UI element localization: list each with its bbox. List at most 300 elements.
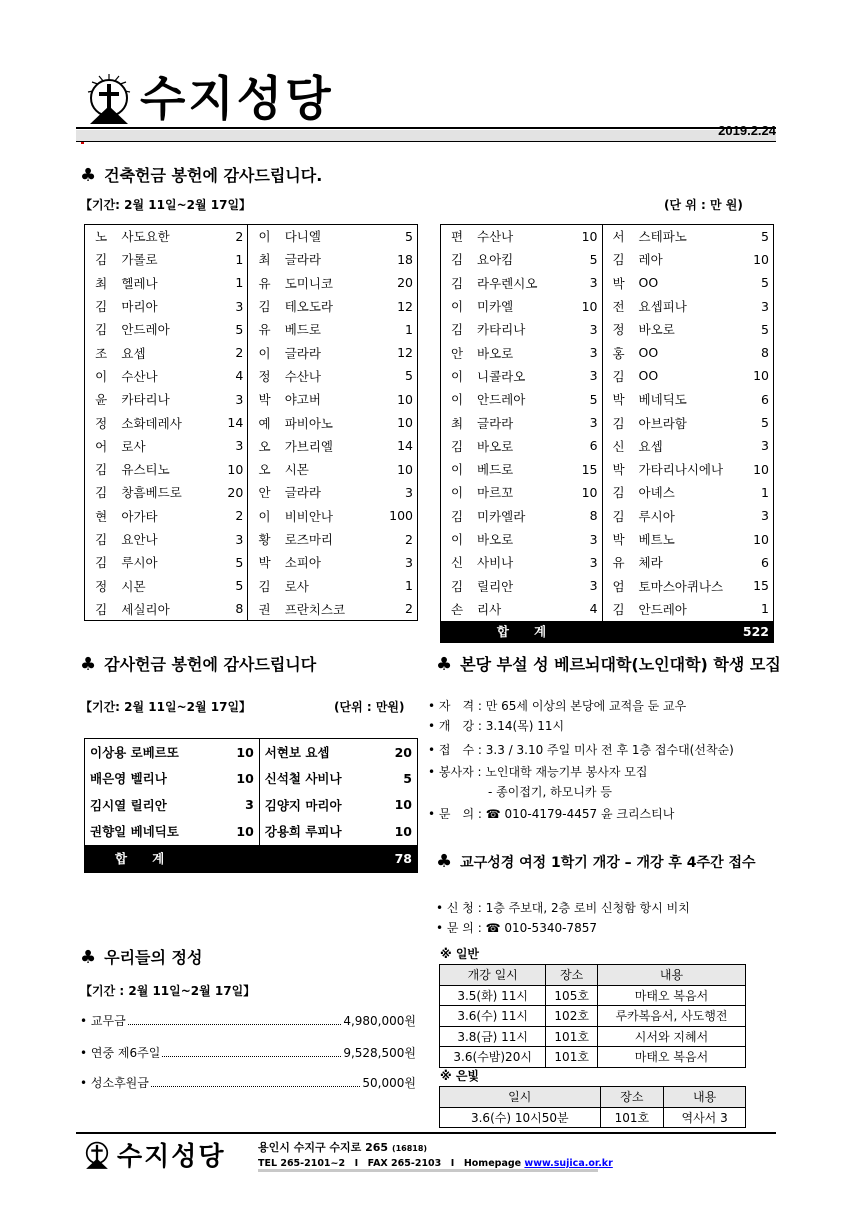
donor-amount: 8 [216,597,248,620]
donor-surname: 김 [450,252,464,268]
footer-address: 용인시 수지구 수지로 265 (16818) [258,1141,428,1154]
table-row [440,1026,746,1047]
table-row [440,1107,746,1128]
donor-amount: 10 [753,461,769,477]
table-cell: 루카복음서, 사도행전 [597,1006,745,1027]
donor-amount: 3 [571,574,602,597]
donor-name: 헬레나 [121,275,158,291]
donor-amount: 5 [216,574,248,597]
donor-surname: 이 [450,532,464,547]
table-row [441,411,774,434]
donor-surname: 홍 [612,345,625,361]
club-icon: ♣ [80,654,97,675]
college-line: • 접 수 : 3.3 / 3.10 주일 미사 전 후 1층 접수대(선착순) [428,743,734,757]
donor-amount: 1 [216,248,248,271]
donor-surname: 김 [450,578,464,594]
donor-amount: 4 [216,364,248,387]
donor-amount: 18 [397,251,413,267]
donor-name: 체라 [638,555,663,571]
college-line: - 종이접기, 하모니카 등 [428,785,612,799]
table-cell: 3.6(수밤)20시 [440,1047,546,1068]
donor-surname: 김 [258,299,271,315]
donor-name: 마리아 [121,299,158,315]
footer-title: 수지성당 [117,1142,226,1172]
red-mark [81,142,84,144]
donor-name: 리사 [477,601,502,617]
donor-name: 요셉피나 [638,299,687,315]
donor-amount: 3 [405,554,413,570]
donor-amount: 3 [216,434,248,457]
header-rule [76,127,776,129]
donor-amount: 1 [216,271,248,294]
table-row [85,551,418,574]
donor-name: 아가타 [121,508,158,524]
bible-line: • 신 청 : 1층 주보대, 2층 로비 신청함 항시 비치 [436,901,690,915]
college-line: • 자 격 : 만 65세 이상의 본당에 교적을 둔 교우 [428,699,687,713]
table-row [441,271,774,294]
donor-surname: 안 [450,345,464,361]
donor-surname: 이 [258,345,271,361]
donor-name: 다니엘 [284,229,321,245]
donor-name: 글라라 [284,252,321,268]
donor-amount: 5 [403,770,412,786]
donor-name: 레아 [638,252,663,268]
donor-name: 세실리아 [121,601,170,617]
donor-name: 안드레아 [121,322,170,338]
donor-name: 베네딕도 [638,392,687,408]
donor-surname: 황 [258,532,271,547]
table-row [85,248,418,271]
donor-name: 유스티노 [121,462,170,478]
donor-amount: 10 [397,391,413,407]
donor-amount: 5 [571,388,602,411]
donor-amount: 10 [394,797,412,813]
donor-surname: 오 [258,438,271,454]
donor-surname: 예 [258,415,271,431]
donor-surname: 박 [258,392,271,408]
table-cell: 3.6(수) 11시 [440,1006,546,1027]
donor-amount: 20 [394,744,412,760]
donor-name: OO [638,368,659,384]
donor-surname: 노 [95,229,108,245]
donor-name: 프란치스코 [284,601,346,617]
donor-amount: 10 [753,251,769,267]
donor-surname: 김 [95,532,108,547]
donor-amount: 3 [405,484,413,500]
donor-name: OO [638,345,659,361]
table-row [85,792,418,819]
donor-amount: 3 [571,341,602,364]
table-row [85,411,418,434]
table-row [85,225,418,248]
donor-surname: 김 [612,252,625,268]
donor-surname: 전 [612,299,625,315]
donor-amount: 5 [405,368,413,384]
donor-name: 신석철 사비나 [264,771,342,787]
donor-amount: 15 [571,457,602,480]
total-row [441,621,774,643]
donor-amount: 10 [394,823,412,839]
total-row [85,845,418,873]
thanks-unit: (단위 : 만원) [334,700,405,714]
donor-amount: 1 [405,321,413,337]
donor-amount: 3 [216,527,248,550]
table-cell: 3.6(수) 10시50분 [440,1107,601,1128]
building-unit: (단 위 : 만 원) [664,198,743,212]
donor-amount: 2 [216,341,248,364]
table-row [440,1006,746,1027]
donor-amount: 10 [571,225,602,248]
table-row [441,225,774,248]
table-cell: 101호 [546,1026,598,1047]
donor-surname: 이 [450,368,464,384]
donor-surname: 이 [450,485,464,501]
donor-surname: 서 [612,229,625,245]
donor-amount: 2 [216,504,248,527]
college-line: • 봉사자 : 노인대학 재능기부 봉사자 모집 [428,765,648,779]
donor-surname: 김 [258,578,271,594]
donor-amount: 20 [397,275,413,291]
table-row [440,1047,746,1068]
donor-name: 글라라 [284,345,321,361]
thanks-table [84,738,418,873]
donor-surname: 최 [258,252,271,268]
donor-amount: 14 [216,411,248,434]
donor-amount: 10 [216,457,248,480]
table-row [441,457,774,480]
column-header: 일시 [440,1087,601,1108]
club-icon: ♣ [436,851,453,872]
donor-name: 글라라 [284,485,321,501]
donor-name: 바오로 [477,532,514,547]
silver-label: ※ 은빛 [440,1069,480,1083]
donor-name: 가롤로 [121,252,158,268]
donor-surname: 김 [95,322,108,338]
donor-surname: 김 [612,415,625,431]
table-row [441,597,774,620]
table-row [85,364,418,387]
donor-name: 김시열 릴리안 [90,797,167,813]
donor-name: 테오도라 [284,299,334,315]
table-row [441,318,774,341]
donor-name: 니콜라오 [477,368,526,384]
donor-amount: 3 [571,527,602,550]
donor-amount: 10 [221,739,259,766]
donor-name: 요셉 [121,345,146,361]
donor-name: 토마스아퀴나스 [638,578,724,594]
donor-surname: 어 [95,438,108,454]
donor-name: 미카엘라 [477,508,526,524]
page-title: 수지성당 [140,72,334,127]
table-row [441,294,774,317]
donor-name: 수산나 [121,368,158,384]
donor-surname: 박 [612,462,625,478]
donor-amount: 100 [389,508,413,524]
donor-surname: 이 [258,508,271,524]
donor-amount: 20 [216,481,248,504]
donor-amount: 1 [761,601,769,617]
donor-name: 서현보 요셉 [264,745,330,760]
table-cell: 102호 [546,1006,598,1027]
donor-name: 가타리나시에나 [638,462,724,478]
donor-surname: 김 [612,601,625,617]
donor-surname: 조 [95,345,108,361]
table-cell: 3.8(금) 11시 [440,1026,546,1047]
donor-surname: 이 [95,368,108,384]
general-label: ※ 일반 [440,947,480,961]
donor-surname: 이 [450,462,464,478]
donor-surname: 권 [258,601,271,617]
donor-surname: 윤 [95,392,108,408]
college-line: • 개 강 : 3.14(목) 11시 [428,719,565,733]
donor-amount: 12 [397,298,413,314]
donor-name: 김양지 마리아 [264,797,342,813]
building-period: 【기간: 2월 11일~2월 17일】 [80,198,252,212]
donor-amount: 3 [571,364,602,387]
donor-amount: 2 [405,531,413,547]
donor-name: 사비나 [477,555,514,571]
donor-amount: 3 [761,508,769,524]
total-value: 522 [602,621,773,643]
thanks-period: 【기간: 2월 11일~2월 17일】 [80,700,252,714]
table-cell: 105호 [546,985,598,1006]
table-row [441,341,774,364]
donor-amount: 5 [216,551,248,574]
donor-amount: 15 [753,578,769,594]
donor-surname: 신 [612,438,625,454]
total-label: 합 계 [85,845,260,873]
donor-surname: 김 [612,368,625,384]
bible-line: • 문 의 : ☎ 010-5340-7857 [436,921,597,935]
donor-amount: 4 [571,597,602,620]
table-row [85,504,418,527]
donor-amount: 3 [761,298,769,314]
donor-amount: 10 [221,818,259,845]
issue-date: 2019.2.24 [718,123,776,138]
donor-amount: 2 [405,601,413,617]
donor-name: 파비아노 [284,415,334,431]
donor-amount: 10 [571,481,602,504]
donor-surname: 김 [450,322,464,338]
church-logo [84,70,134,126]
donor-name: 릴리안 [477,578,514,594]
table-cell: 3.5(화) 11시 [440,985,546,1006]
donor-surname: 오 [258,462,271,478]
donor-name: 도미니코 [284,275,334,291]
donor-surname: 정 [95,415,108,431]
table-row [441,574,774,597]
donor-amount: 3 [571,411,602,434]
date-bar [76,130,776,142]
table-cell: 마태오 복음서 [597,1047,745,1068]
homepage-link[interactable]: www.sujica.or.kr [524,1158,613,1169]
donor-surname: 신 [450,555,464,571]
donor-name: 베드로 [284,322,321,338]
donor-surname: 엄 [612,578,625,594]
donor-amount: 6 [571,434,602,457]
donor-name: 카타리나 [121,392,170,408]
table-row [85,818,418,845]
donor-surname: 김 [450,438,464,454]
table-cell: 역사서 3 [664,1107,746,1128]
donor-amount: 6 [761,391,769,407]
table-row [85,597,418,620]
footer-bar [258,1169,598,1172]
donor-name: 시몬 [121,578,146,594]
offering-heading: ♣ 우리들의 정성 [80,947,203,968]
column-header: 개강 일시 [440,965,546,986]
building-heading: ♣ 건축헌금 봉헌에 감사드립니다. [80,165,323,186]
table-row [85,457,418,480]
donor-name: 배은영 벨리나 [90,771,167,787]
column-header: 내용 [664,1087,746,1108]
thanks-heading: ♣ 감사헌금 봉헌에 감사드립니다 [80,654,317,675]
donor-name: 요아킴 [477,252,514,268]
donor-name: 아브라함 [638,415,687,431]
table-cell: 시서와 지혜서 [597,1026,745,1047]
club-icon: ♣ [80,947,97,968]
donor-surname: 김 [450,508,464,524]
donor-amount: 10 [753,368,769,384]
donor-amount: 2 [216,225,248,248]
donor-name: 베드로 [477,462,514,478]
footer-rule [76,1132,776,1134]
donor-amount: 10 [397,415,413,431]
donor-name: 이상용 로베르또 [90,745,179,760]
donor-name: 로사 [121,438,146,454]
donor-surname: 손 [450,601,464,617]
table-row [85,481,418,504]
donor-surname: 김 [612,508,625,524]
donor-name: 권향일 베네딕토 [90,824,179,840]
donor-amount: 5 [761,415,769,431]
table-row [85,271,418,294]
table-row [85,318,418,341]
donor-surname: 김 [95,555,108,571]
table-row [441,481,774,504]
donor-name: 라우렌시오 [477,275,538,291]
donor-surname: 최 [450,415,464,431]
donor-name: 소화데레사 [121,415,182,431]
table-row [441,434,774,457]
donor-amount: 5 [571,248,602,271]
table-row [441,388,774,411]
donor-surname: 최 [95,275,108,291]
donor-amount: 8 [761,345,769,361]
table-row [85,434,418,457]
donor-name: 루시아 [121,555,158,571]
donor-surname: 정 [612,322,625,338]
donor-amount: 3 [761,438,769,454]
table-row [85,739,418,766]
donor-surname: 김 [95,252,108,268]
donor-amount: 5 [761,321,769,337]
donor-name: 베트노 [638,532,675,547]
table-row [441,248,774,271]
donor-amount: 6 [761,554,769,570]
donor-name: 시몬 [284,462,309,478]
table-cell: 마태오 복음서 [597,985,745,1006]
donor-surname: 이 [258,229,271,245]
donor-amount: 5 [405,228,413,244]
donor-name: 로즈마리 [284,532,334,547]
donor-amount: 3 [221,792,259,819]
donor-amount: 3 [571,551,602,574]
club-icon: ♣ [436,654,453,675]
donor-name: 스테파노 [638,229,687,245]
donor-surname: 유 [258,275,271,291]
donor-surname: 김 [450,275,464,291]
table-row [441,364,774,387]
donor-amount: 3 [571,271,602,294]
donor-surname: 박 [612,275,625,291]
column-header: 장소 [546,965,598,986]
table-row [85,765,418,792]
donor-name: 창흠베드로 [121,485,182,501]
offering-period: 【기간 : 2월 11일~2월 17일】 [80,984,256,998]
donor-surname: 정 [258,368,271,384]
donor-name: 카타리나 [477,322,526,338]
donor-surname: 김 [95,485,108,501]
donor-amount: 8 [571,504,602,527]
college-heading: ♣ 본당 부설 성 베르뇌대학(노인대학) 학생 모집 [436,654,781,675]
table-cell: 101호 [600,1107,664,1128]
donor-surname: 김 [95,462,108,478]
offering-item: • 교무금 4,980,000원 [80,1014,416,1028]
donor-name: 수산나 [477,229,514,245]
table-row [441,527,774,550]
donor-surname: 이 [450,299,464,315]
table-row [440,985,746,1006]
table-row [85,341,418,364]
building-table-right [440,224,774,643]
donor-name: 마르꼬 [477,485,514,501]
donor-amount: 3 [571,318,602,341]
table-row [85,388,418,411]
donor-name: 가브리엘 [284,438,334,454]
college-line: • 문 의 : ☎ 010-4179-4457 윤 크리스티나 [428,807,675,821]
donor-amount: 12 [397,345,413,361]
church-logo [82,1138,112,1170]
donor-surname: 이 [450,392,464,408]
donor-name: 안드레아 [638,601,687,617]
column-header: 내용 [597,965,745,986]
silver-schedule-table [439,1086,746,1128]
general-schedule-table [439,964,746,1068]
bible-heading: ♣ 교구성경 여정 1학기 개강 – 개강 후 4주간 접수 [436,851,756,872]
table-row [441,504,774,527]
donor-surname: 유 [612,555,625,571]
donor-surname: 정 [95,578,108,594]
donor-surname: 현 [95,508,108,524]
donor-name: 루시아 [638,508,675,524]
donor-name: 안드레아 [477,392,526,408]
donor-name: 바오로 [638,322,675,338]
donor-amount: 3 [216,388,248,411]
offering-item: • 성소후원금 50,000원 [80,1076,416,1090]
donor-name: 요셉 [638,438,663,454]
donor-surname: 박 [258,555,271,571]
donor-surname: 박 [612,392,625,408]
donor-surname: 김 [612,485,625,501]
donor-name: 미카엘 [477,299,514,315]
donor-surname: 박 [612,532,625,547]
donor-amount: 3 [216,294,248,317]
column-header: 장소 [600,1087,664,1108]
donor-amount: 1 [405,578,413,594]
donor-name: 아녜스 [638,485,675,501]
total-value: 78 [259,845,417,873]
